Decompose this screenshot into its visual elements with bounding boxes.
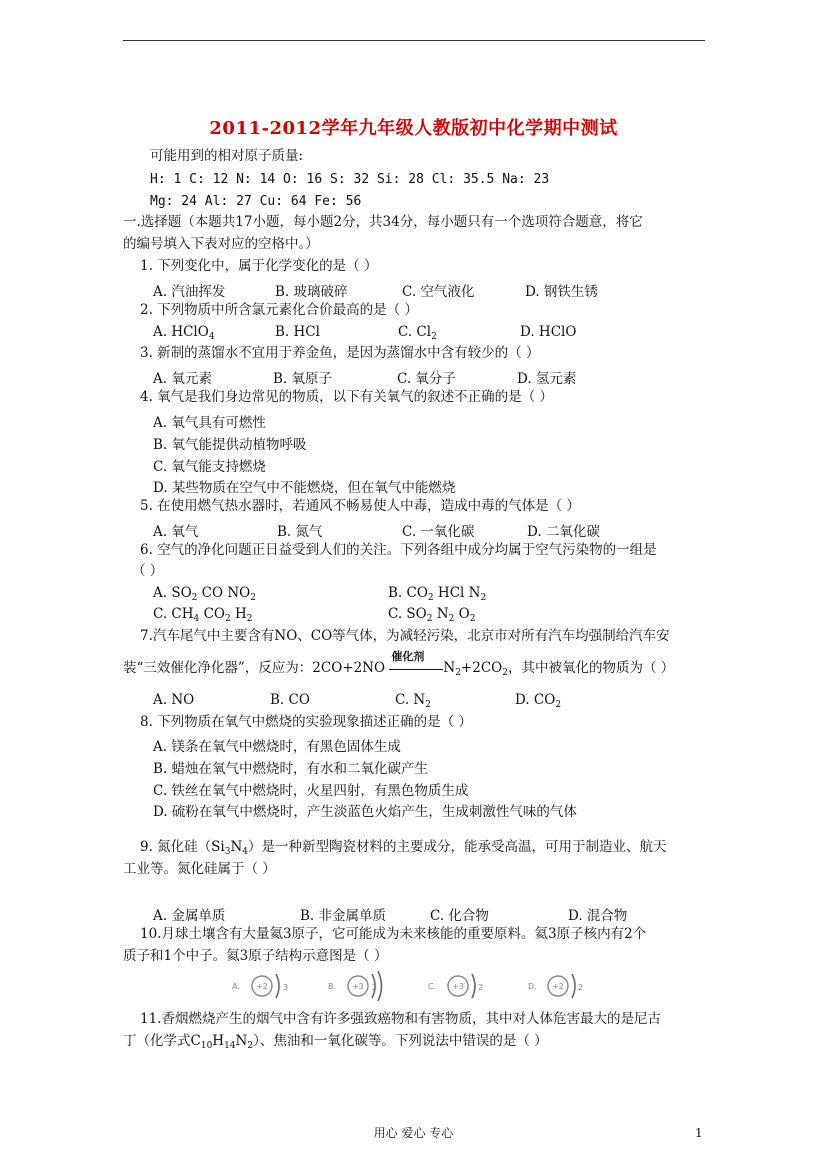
q5-stem: 5. 在使用燃气热水器时，若通风不畅易使人中毒，造成中毒的气体是（ ） [140,498,580,514]
q4-stem: 4. 氧气是我们身边常见的物质，以下有关氧气的叙述不正确的是（ ） [140,389,553,405]
q8-option-d: D. 硫粉在氧气中燃烧时，产生淡蓝色火焰产生，生成刺激性气味的气体 [153,804,577,820]
q2-option-c: C. $Cl_2$ [398,324,437,342]
atom-b-electrons: 2 [372,983,378,992]
atom-option-c [428,974,483,998]
section-heading-cont: 的编号填入下表对应的空格中。） [123,236,319,252]
q2-option-a: A. HClO$_4$ [153,324,215,342]
q3-option-d: D. 氢元素 [517,371,577,387]
q6-option-a: A. $SO_2$ CO $NO_2$ [153,585,256,603]
q4-option-a: A. 氧气具有可燃性 [153,415,266,431]
atom-b-nucleus: +3 [352,982,364,991]
q2-option-d: D. HClO [520,324,577,340]
q9-option-a: A. 金属单质 [153,908,226,924]
footer-motto: 用心 爱心 专心 [373,1126,454,1140]
q3-option-c: C. 氧分子 [397,371,456,387]
atom-option-b [328,971,382,1001]
masses-line2: Mg: 24 Al: 27 Cu: 64 Fe: 56 [150,194,362,209]
q1-option-b: B. 玻璃破碎 [275,284,348,300]
atom-b-letter: B. [328,982,337,991]
q9-option-c: C. 化合物 [430,908,489,924]
atom-a-nucleus: +2 [256,982,268,991]
q9-stem-cont: 工业等。氮化硅属于（ ） [123,861,276,877]
q11-stem-cont: 丁（化学式$C_{10}H_{14}N_2$）、焦油和一氧化碳等。下列说法中错误的是（ ） [123,1033,548,1051]
q6-option-b: B. $CO_2$ HCl $N_2$ [388,585,487,603]
q7-stem: 7.汽车尾气中主要含有NO、CO等气体，为减轻污染，北京市对所有汽车均强制给汽车安 [140,628,670,644]
atom-c-letter: C. [428,982,437,991]
q7-equation-line: 装“三效催化净化器”，反应为：2CO+2NO 催化剂 $N_2+2CO_2$，其中被氧化的物质为（ ） [123,649,675,678]
atom-d-electrons: 2 [578,983,584,992]
q6-stem-cont: （ ） [132,563,164,579]
reaction-arrow [389,649,443,676]
q8-stem: 8. 下列物质在氧气中燃烧的实验现象描述正确的是（ ） [140,714,472,730]
q6-stem: 6. 空气的净化问题正日益受到人们的关注。下列各组中成分均属于空气污染物的一组是 [140,542,657,558]
q3-stem: 3. 新制的蒸馏水不宜用于养金鱼，是因为蒸馏水中含有较少的（ ） [140,345,540,361]
atom-option-d [528,974,583,998]
atom-a-letter: A. [232,982,240,991]
q4-option-c: C. 氧气能支持燃烧 [153,459,266,475]
q11-stem: 11.香烟燃烧产生的烟气中含有许多强致癌物和有害物质，其中对人体危害最大的是尼古 [140,1011,661,1027]
q1-option-d: D. 钢铁生锈 [525,284,598,300]
q6-option-d: C. $SO_2$ $N_2$ $O_2$ [388,606,476,624]
q7-option-d: D. $CO_2$ [515,692,562,710]
q8-option-c: C. 铁丝在氧气中燃烧时，火星四射，有黑色物质生成 [153,783,469,799]
catalyst-label: 催化剂 [391,649,425,663]
q1-stem: 1. 下列变化中，属于化学变化的是（ ） [140,258,378,274]
header-rule [123,40,705,41]
q9-stem: 9. 氮化硅$(Si_3N_4)$是一种新型陶瓷材料的主要成分，能承受高温，可用于制造业、航天 [140,839,667,857]
atom-d-letter: D. [528,982,537,991]
q9-option-b: B. 非金属单质 [300,908,387,924]
masses-line1: H: 1 C: 12 N: 14 O: 16 S: 32 Si: 28 Cl: 35.5 Na: 23 [150,172,550,187]
atom-d-nucleus: +2 [552,982,564,991]
atom-option-a [232,974,288,998]
q7-option-c: C. $N_2$ [395,692,431,710]
page-title: 2011-2012学年九年级人教版初中化学期中测试 [209,118,618,139]
q5-option-a: A. 氧气 [153,524,199,540]
q2-option-b: B. HCl [275,324,320,340]
atom-c-electrons: 2 [478,983,484,992]
q6-option-c: C. $CH_4$ $CO_2$ $H_2$ [153,606,253,624]
section-heading: 一.选择题（本题共17小题，每小题2分，共34分，每小题只有一个选项符合题意，将它 [123,214,643,230]
q3-option-b: B. 氧原子 [273,371,333,387]
atom-a-electrons: 3 [283,983,289,992]
q4-option-b: B. 氧气能提供动植物呼吸 [153,437,307,453]
q9-option-d: D. 混合物 [568,908,628,924]
q5-option-c: C. 一氧化碳 [402,524,475,540]
page-number: 1 [695,1126,703,1140]
q8-option-a: A. 镁条在氧气中燃烧时，有黑色固体生成 [153,739,401,755]
q1-option-a: A. 汽油挥发 [153,284,226,300]
q8-option-b: B. 蜡烛在氧气中燃烧时，有水和二氧化碳产生 [153,761,429,777]
q5-option-b: B. 氮气 [277,524,323,540]
q4-option-d: D. 某些物质在空气中不能燃烧，但在氧气中能燃烧 [153,480,456,496]
q1-option-c: C. 空气液化 [402,284,475,300]
atom-diagrams [220,968,600,1004]
masses-intro: 可能用到的相对原子质量: [150,148,304,164]
atom-c-nucleus: +3 [452,982,464,991]
q2-stem: 2. 下列物质中所含氯元素化合价最高的是（ ） [140,302,418,318]
q7-option-a: A. NO [153,692,195,708]
q7-option-b: B. CO [270,692,310,708]
q10-stem: 10.月球土壤含有大量氦3原子，它可能成为未来核能的重要原料。氦3原子核内有2个 [140,926,647,942]
q3-option-a: A. 氧元素 [153,371,212,387]
q5-option-d: D. 二氧化碳 [527,524,600,540]
q10-stem-cont: 质子和1个中子。氦3原子结构示意图是（ ） [123,948,388,964]
